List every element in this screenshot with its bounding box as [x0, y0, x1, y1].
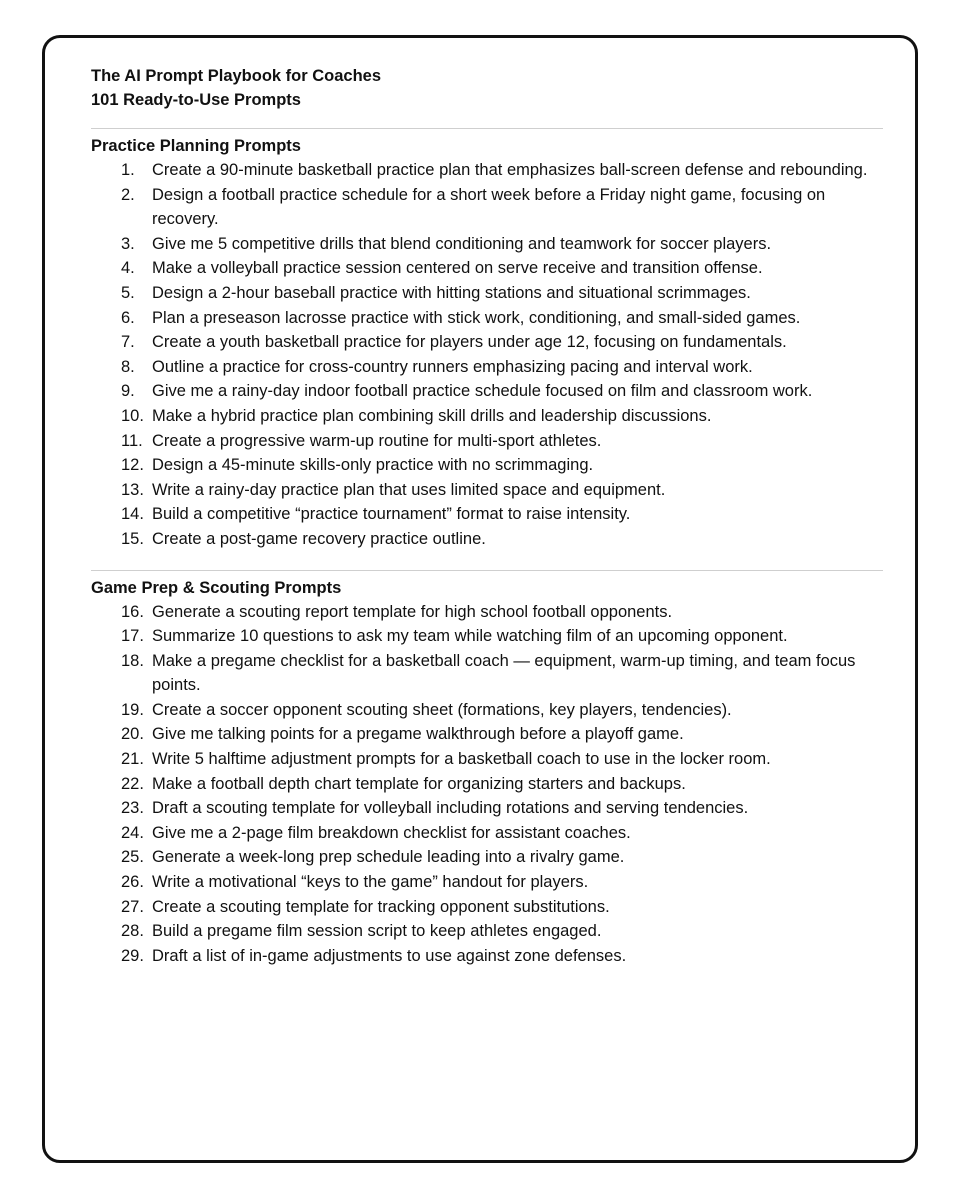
item-number: 5.	[121, 283, 135, 302]
item-text: Write 5 halftime adjustment prompts for a basketball coach to use in the locker room.	[152, 750, 771, 769]
item-text: Create a scouting template for tracking opponent substitutions.	[152, 897, 610, 916]
item-text: Give me a rainy-day indoor football practice schedule focused on film and classroom work.	[152, 382, 813, 401]
list-item	[91, 747, 891, 772]
item-text: Give me 5 competitive drills that blend conditioning and teamwork for soccer players.	[152, 234, 772, 253]
item-text: Write a motivational “keys to the game” handout for players.	[152, 873, 589, 892]
item-number: 15.	[121, 529, 144, 548]
item-text: Create a youth basketball practice for players under age 12, focusing on fundamentals.	[152, 333, 787, 352]
item-text: Plan a preseason lacrosse practice with stick work, conditioning, and small-sided games.	[152, 308, 801, 327]
item-text: Create a progressive warm-up routine for multi-sport athletes.	[152, 431, 602, 450]
item-number: 17.	[121, 627, 144, 646]
list-item	[91, 527, 891, 552]
list-item	[91, 698, 891, 723]
item-number: 22.	[121, 774, 144, 793]
list-item	[91, 183, 891, 232]
document-subtitle: 101 Ready-to-Use Prompts	[91, 91, 301, 109]
item-number: 27.	[121, 897, 144, 916]
item-number: 24.	[121, 823, 144, 842]
item-number: 7.	[121, 333, 135, 352]
item-number: 26.	[121, 873, 144, 892]
game-prep-list	[91, 600, 891, 969]
list-item	[91, 722, 891, 747]
section-divider	[91, 570, 883, 571]
item-text: Build a competitive “practice tournament” format to raise intensity.	[152, 505, 631, 524]
item-text: Create a post-game recovery practice outline.	[152, 529, 486, 548]
item-number: 2.	[121, 185, 135, 204]
section-heading-practice-planning: Practice Planning Prompts	[91, 137, 301, 155]
item-text: Make a football depth chart template for organizing starters and backups.	[152, 774, 686, 793]
list-item	[91, 429, 891, 454]
item-text: Build a pregame film session script to keep athletes engaged.	[152, 922, 602, 941]
item-number: 20.	[121, 725, 144, 744]
list-item	[91, 845, 891, 870]
list-item	[91, 478, 891, 503]
item-text: Give me a 2-page film breakdown checklist for assistant coaches.	[152, 823, 631, 842]
item-number: 18.	[121, 651, 144, 670]
list-item	[91, 919, 891, 944]
item-text: Design a football practice schedule for a short week before a Friday night game, focusing on recovery.	[152, 185, 826, 229]
item-number: 6.	[121, 308, 135, 327]
item-number: 8.	[121, 357, 135, 376]
item-text: Generate a week-long prep schedule leading into a rivalry game.	[152, 848, 625, 867]
item-number: 10.	[121, 406, 144, 425]
item-number: 4.	[121, 259, 135, 278]
item-text: Draft a scouting template for volleyball including rotations and serving tendencies.	[152, 799, 749, 818]
item-number: 14.	[121, 505, 144, 524]
document-frame	[42, 35, 918, 1163]
item-number: 19.	[121, 700, 144, 719]
item-number: 1.	[121, 161, 135, 179]
item-number: 3.	[121, 234, 135, 253]
list-item	[91, 502, 891, 527]
item-text: Make a volleyball practice session centered on serve receive and transition offense.	[152, 259, 763, 278]
list-item	[91, 306, 891, 331]
list-item	[91, 232, 891, 257]
item-number: 21.	[121, 750, 144, 769]
list-item	[91, 624, 891, 649]
section-divider	[91, 128, 883, 129]
item-text: Design a 2-hour baseball practice with hitting stations and situational scrimmages.	[152, 283, 751, 302]
list-item	[91, 158, 891, 183]
practice-planning-list	[91, 158, 891, 552]
list-item	[91, 649, 891, 698]
list-item	[91, 600, 891, 625]
item-text: Design a 45-minute skills-only practice with no scrimmaging.	[152, 456, 594, 475]
item-text: Make a pregame checklist for a basketball coach — equipment, warm-up timing, and team focus points.	[152, 651, 856, 695]
item-number: 9.	[121, 382, 135, 401]
list-item	[91, 379, 891, 404]
list-item	[91, 944, 891, 969]
item-text: Give me talking points for a pregame walkthrough before a playoff game.	[152, 725, 684, 744]
item-number: 23.	[121, 799, 144, 818]
list-item	[91, 895, 891, 920]
section-heading-game-prep: Game Prep & Scouting Prompts	[91, 578, 342, 597]
item-text: Write a rainy-day practice plan that uses limited space and equipment.	[152, 480, 666, 499]
item-number: 13.	[121, 480, 144, 499]
list-item	[91, 870, 891, 895]
item-number: 28.	[121, 922, 144, 941]
list-item	[91, 330, 891, 355]
list-item	[91, 355, 891, 380]
item-text: Draft a list of in-game adjustments to use against zone defenses.	[152, 946, 627, 965]
list-item	[91, 821, 891, 846]
item-number: 12.	[121, 456, 144, 475]
list-item	[91, 453, 891, 478]
list-item	[91, 281, 891, 306]
list-item	[91, 796, 891, 821]
document-body	[91, 64, 891, 968]
item-text: Create a 90-minute basketball practice plan that emphasizes ball-screen defense and rebounding.	[152, 161, 868, 179]
list-item	[91, 256, 891, 281]
item-number: 16.	[121, 602, 144, 621]
item-text: Summarize 10 questions to ask my team while watching film of an upcoming opponent.	[152, 627, 788, 646]
item-text: Create a soccer opponent scouting sheet (formations, key players, tendencies).	[152, 700, 732, 719]
list-item	[91, 404, 891, 429]
list-item	[91, 772, 891, 797]
item-text: Generate a scouting report template for high school football opponents.	[152, 602, 673, 621]
item-number: 25.	[121, 848, 144, 867]
item-text: Outline a practice for cross-country runners emphasizing pacing and interval work.	[152, 357, 753, 376]
item-text: Make a hybrid practice plan combining skill drills and leadership discussions.	[152, 406, 712, 425]
document-title: The AI Prompt Playbook for Coaches	[91, 67, 382, 85]
item-number: 11.	[121, 431, 143, 450]
item-number: 29.	[121, 946, 144, 965]
